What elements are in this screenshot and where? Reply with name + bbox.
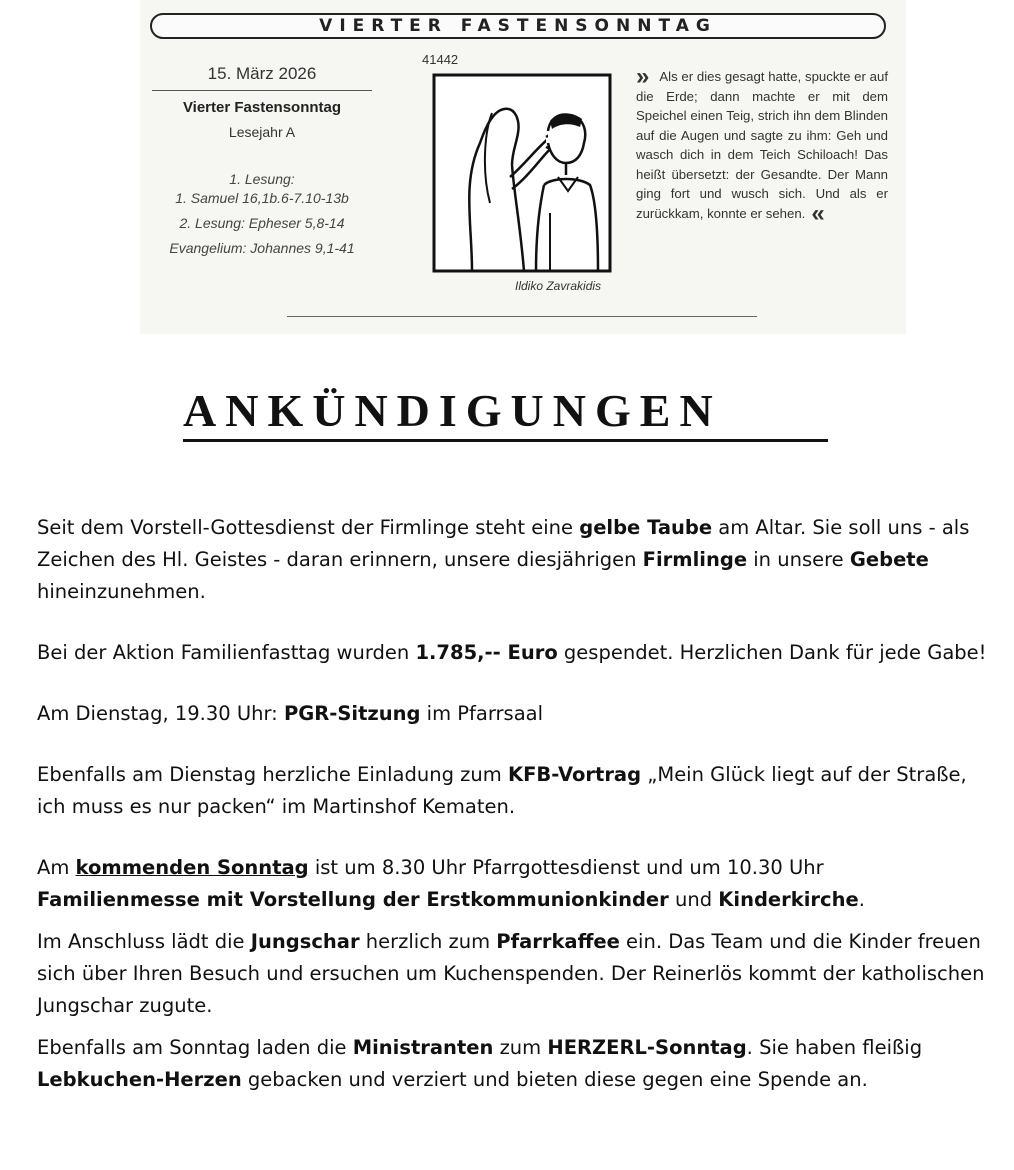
announcements bbox=[37, 512, 987, 1096]
healing-blind-man-illustration bbox=[432, 73, 612, 273]
liturgy-info bbox=[152, 64, 372, 258]
gospel: Evangelium: Johannes 9,1-41 bbox=[169, 240, 355, 256]
quote-close-mark: « bbox=[811, 199, 825, 227]
reading2: 2. Lesung: Epheser 5,8-14 bbox=[179, 215, 345, 231]
sunday-title: Vierter Fastensonntag bbox=[182, 99, 342, 116]
announcement-yellow-dove: Seit dem Vorstell-Gottesdienst der Firmlinge steht eine gelbe Taube am Altar. Sie soll uns - als Zeichen des Hl. Geistes - daran erinnern, unsere diesjährigen Firmlinge in unsere Gebete hineinzunehmen. bbox=[37, 516, 970, 603]
image-number: 41442 bbox=[422, 52, 459, 67]
quote-open-mark: » bbox=[636, 63, 650, 90]
date: 15. März 2026 bbox=[152, 64, 372, 91]
lesejahr: Lesejahr A bbox=[228, 124, 296, 140]
announcement-next-sunday: Am kommenden Sonntag ist um 8.30 Uhr Pfarrgottesdienst und um 10.30 Uhr Familienmesse mit Vorstellung der Erstkommunionkinder und Kinderkirche. bbox=[37, 856, 865, 911]
announcement-pgr-sitzung: Am Dienstag, 19.30 Uhr: PGR-Sitzung im Pfarrsaal bbox=[37, 702, 544, 725]
announcement-pfarrkaffee: Im Anschluss lädt die Jungschar herzlich zum Pfarrkaffee ein. Das Team und die Kinder freuen sich über Ihren Besuch und ersuchen um Kuchenspenden. Der Reinerlös kommt der katholischen Jungschar zugute. bbox=[37, 930, 985, 1017]
announcement-kfb-vortrag: Ebenfalls am Dienstag herzliche Einladung zum KFB-Vortrag „Mein Glück liegt auf der Straße, ich muss es nur packen“ im Martinshof Kematen. bbox=[37, 763, 967, 818]
artist-credit: Ildiko Zavrakidis bbox=[515, 279, 602, 293]
announcement-herzerl-sonntag: Ebenfalls am Sonntag laden die Ministranten zum HERZERL-Sonntag. Sie haben fleißig Lebkuchen-Herzen gebacken und verziert und bieten diese gegen eine Spende an. bbox=[37, 1036, 923, 1091]
page-title: ANKÜNDIGUNGEN bbox=[183, 386, 828, 442]
announcement-familienfasttag: Bei der Aktion Familienfasttag wurden 1.785,-- Euro gespendet. Herzlichen Dank für jede Gabe! bbox=[37, 641, 987, 664]
banner-title: VIERTER FASTENSONNTAG bbox=[150, 13, 886, 39]
gospel-quote bbox=[636, 63, 888, 227]
reading1-label: 1. Lesung: bbox=[229, 171, 295, 187]
reading1: 1. Samuel 16,1b.6-7.10-13b bbox=[175, 190, 349, 206]
quote-text: Als er dies gesagt hatte, spuckte er auf die Erde; dann machte er mit dem Speichel einen Teig, strich ihn dem Blinden auf die Augen und sagte zu ihm: Geh und wasch dich in dem Teich Schiloach! Das heißt übersetzt: der Gesandte. Der Mann ging fort und wusch sich. Und als er zurückkam, konnte er sehen. bbox=[636, 69, 888, 221]
header-divider bbox=[287, 316, 757, 317]
